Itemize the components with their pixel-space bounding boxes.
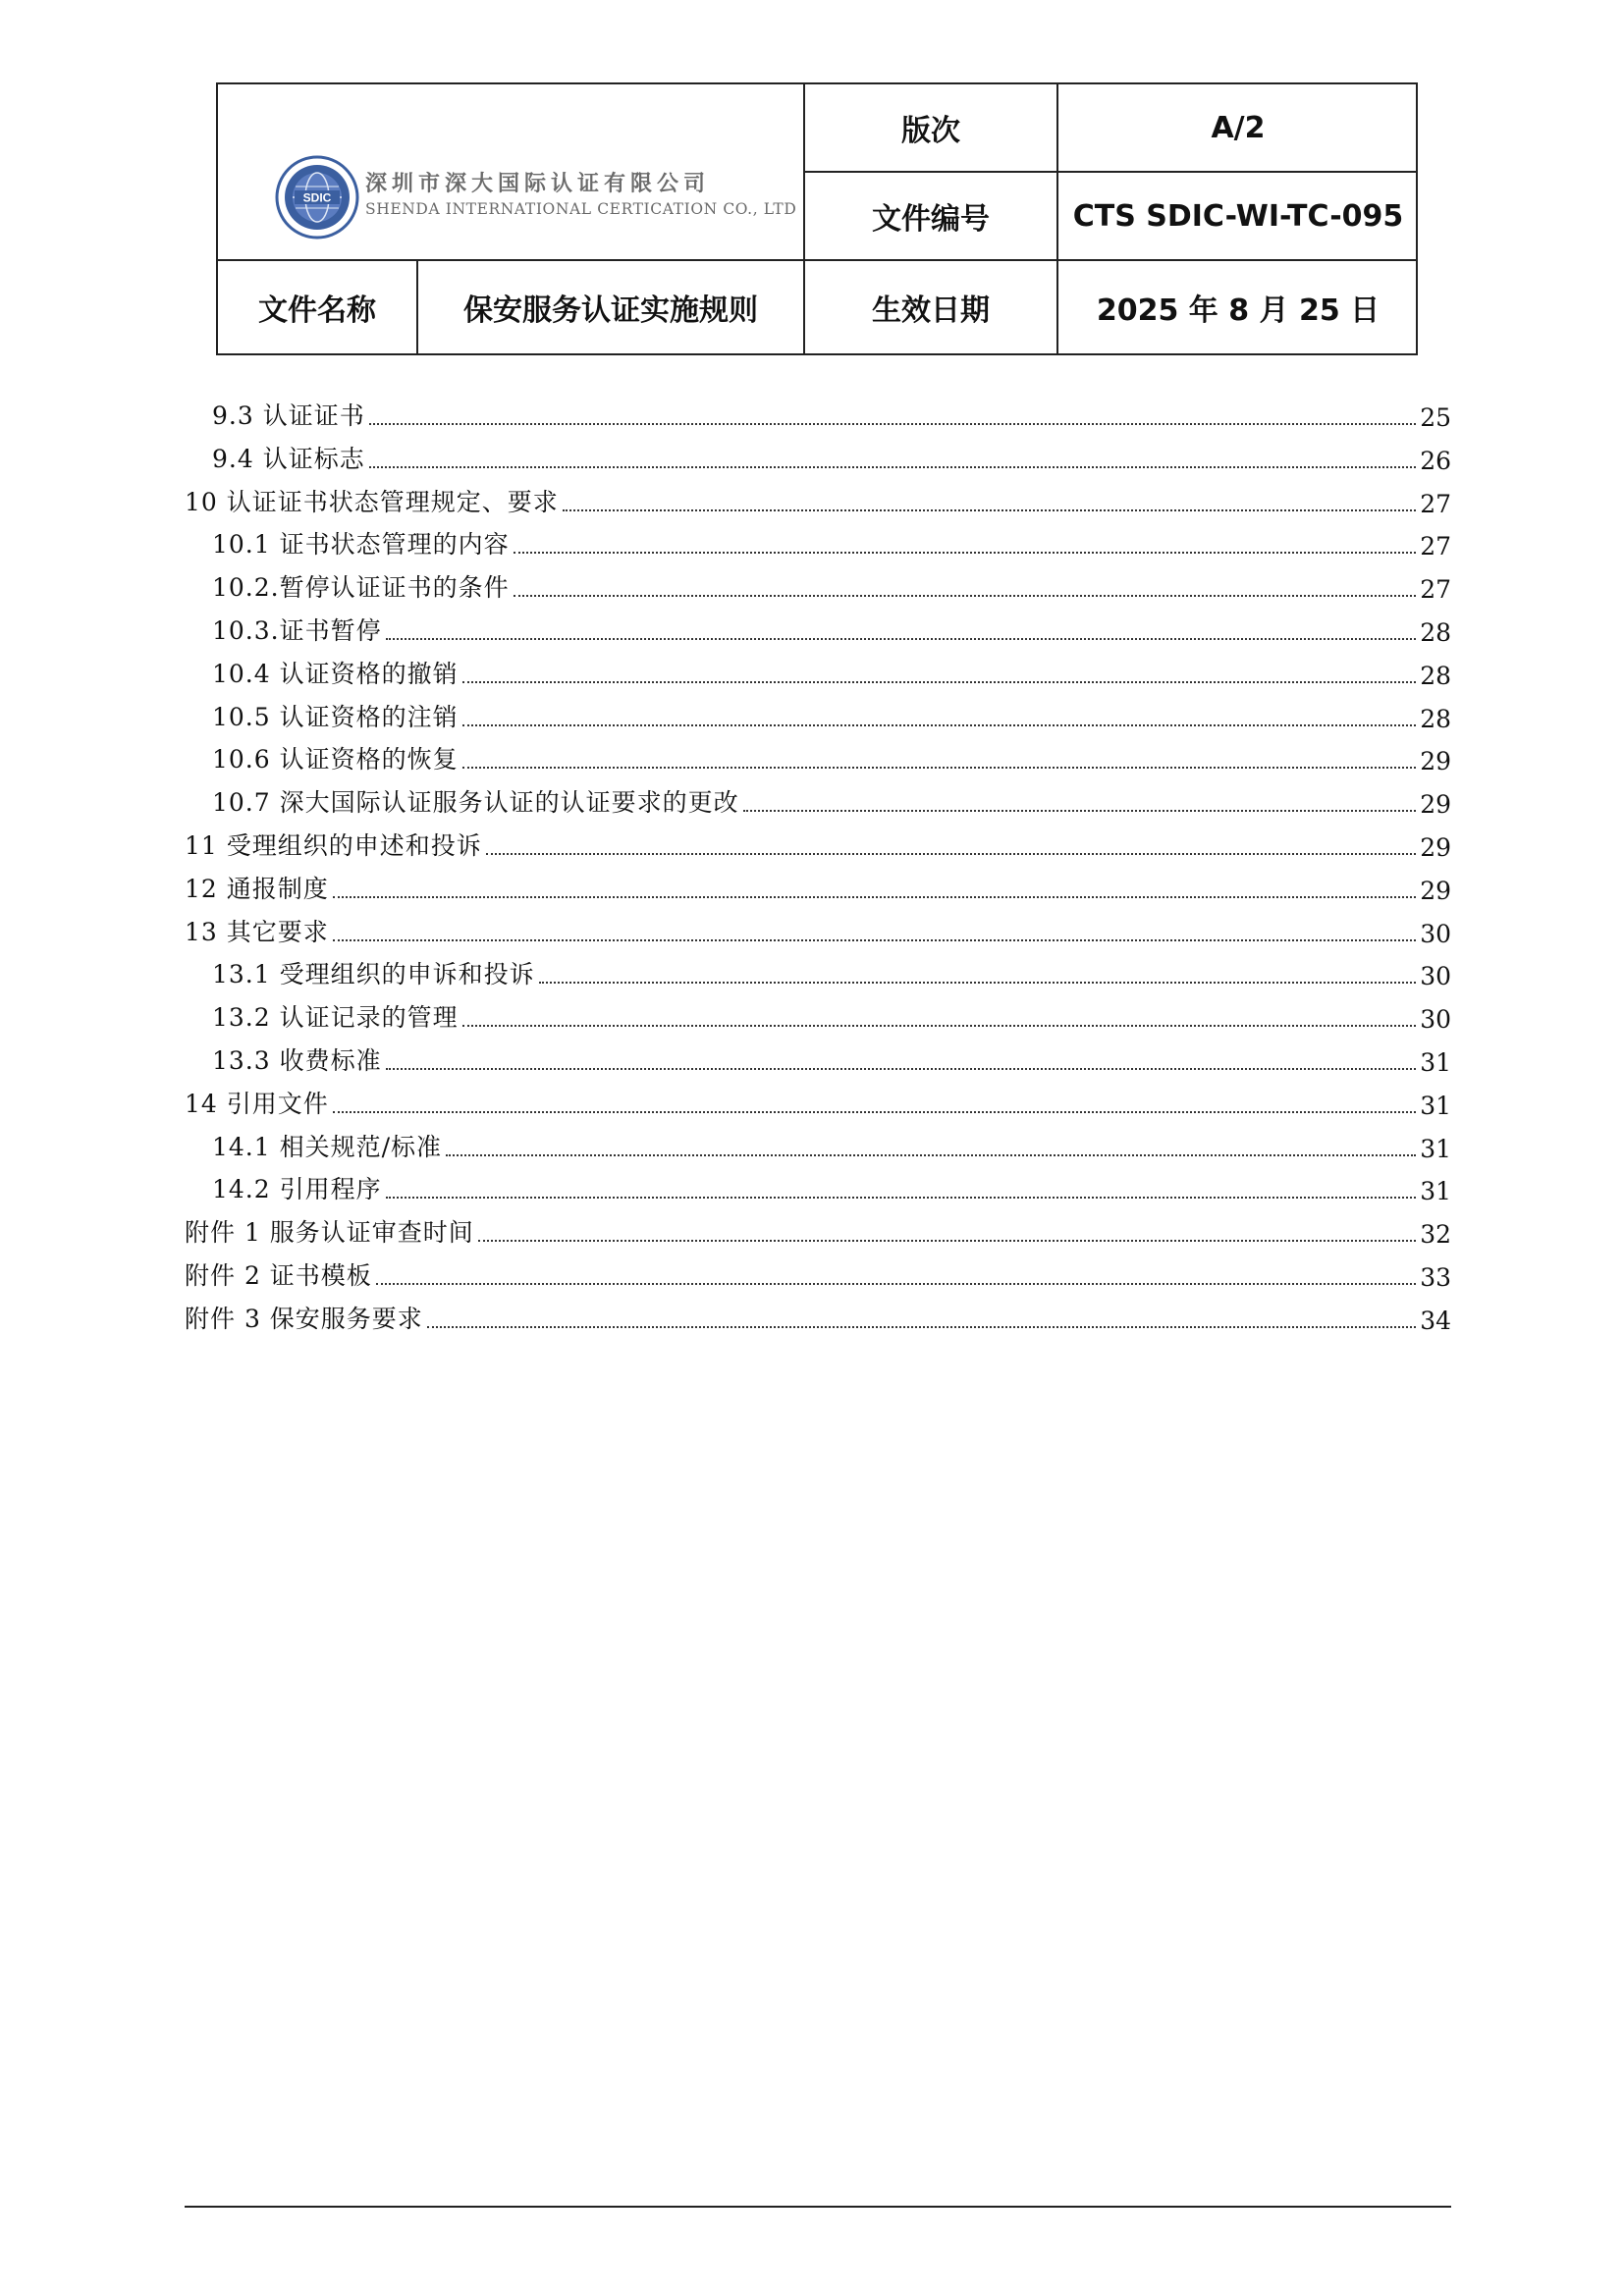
toc-entry-page: 26	[1420, 446, 1451, 475]
toc-entry[interactable]	[212, 525, 1451, 561]
doc-number-label: 文件编号	[872, 202, 990, 237]
toc-entry-page: 28	[1420, 661, 1451, 690]
toc-entry[interactable]	[212, 612, 1451, 647]
toc-entry-title: 10.2.暂停认证证书的条件	[212, 573, 510, 603]
toc-entry[interactable]	[185, 483, 1451, 518]
toc-leader-dots	[376, 1283, 1416, 1285]
toc-leader-dots	[462, 1025, 1417, 1027]
toc-entry-page: 28	[1420, 618, 1451, 647]
toc-entry-page: 29	[1420, 790, 1451, 820]
effective-date-label: 生效日期	[872, 294, 990, 328]
toc-entry-title: 14 引用文件	[185, 1089, 329, 1118]
toc-leader-dots	[333, 1111, 1416, 1113]
toc-leader-dots	[462, 724, 1417, 726]
toc-entry-page: 29	[1420, 747, 1451, 776]
toc-entry[interactable]	[185, 1085, 1451, 1120]
version-value: A/2	[1211, 110, 1266, 145]
toc-entry-title: 11 受理组织的申述和投诉	[185, 831, 482, 860]
toc-leader-dots	[743, 810, 1417, 812]
toc-entry-title: 14.2 引用程序	[212, 1175, 382, 1204]
toc-entry-title: 13.2 认证记录的管理	[212, 1003, 459, 1033]
toc-leader-dots	[514, 595, 1417, 597]
toc-entry-page: 31	[1420, 1134, 1451, 1163]
toc-entry-title: 10.4 认证资格的撤销	[212, 659, 459, 688]
toc-entry[interactable]	[185, 913, 1451, 948]
toc-leader-dots	[386, 638, 1417, 640]
effective-date-value: 2025 年 8 月 25 日	[1096, 294, 1380, 328]
toc-entry[interactable]	[212, 655, 1451, 690]
toc-entry[interactable]	[212, 998, 1451, 1034]
toc-leader-dots	[563, 509, 1416, 511]
toc-entry[interactable]	[212, 1041, 1451, 1077]
toc-entry-title: 13.3 收费标准	[212, 1046, 382, 1075]
toc-entry[interactable]	[212, 440, 1451, 475]
toc-entry[interactable]	[185, 1256, 1451, 1292]
toc-entry-page: 32	[1420, 1220, 1451, 1250]
toc-leader-dots	[446, 1154, 1416, 1156]
toc-leader-dots	[386, 1197, 1417, 1199]
toc-entry-page: 31	[1420, 1177, 1451, 1206]
toc-entry[interactable]	[212, 740, 1451, 775]
toc-leader-dots	[462, 767, 1417, 769]
toc-entry-page: 28	[1420, 704, 1451, 733]
toc-entry[interactable]	[212, 783, 1451, 819]
footer-rule	[185, 2206, 1451, 2208]
toc-leader-dots	[462, 681, 1417, 683]
toc-entry[interactable]	[212, 698, 1451, 733]
toc-leader-dots	[427, 1326, 1416, 1328]
toc-entry-page: 27	[1420, 532, 1451, 561]
company-name-en: SHENDA INTERNATIONAL CERTICATION CO., LTD	[365, 200, 797, 218]
toc-leader-dots	[539, 982, 1417, 984]
toc-entry[interactable]	[212, 1170, 1451, 1205]
toc-entry-title: 9.3 认证证书	[212, 401, 365, 430]
toc-entry-title: 10 认证证书状态管理规定、要求	[185, 487, 559, 516]
toc-entry-page: 31	[1420, 1091, 1451, 1120]
toc-entry-title: 9.4 认证标志	[212, 444, 365, 473]
toc-entry-page: 30	[1420, 962, 1451, 991]
toc-entry-page: 25	[1420, 403, 1451, 432]
company-name-cn: 深圳市深大国际认证有限公司	[365, 172, 711, 196]
doc-name-label: 文件名称	[258, 294, 376, 328]
toc-entry-title: 附件 2 证书模板	[185, 1261, 372, 1290]
toc-leader-dots	[369, 423, 1416, 425]
toc-leader-dots	[333, 896, 1416, 898]
toc-entry-title: 10.5 认证资格的注销	[212, 702, 459, 731]
doc-number-value: CTS SDIC-WI-TC-095	[1072, 198, 1404, 234]
toc-entry[interactable]	[185, 1300, 1451, 1335]
toc-entry-page: 27	[1420, 489, 1451, 518]
toc-entry-page: 33	[1420, 1263, 1451, 1292]
toc-entry-title: 10.3.证书暂停	[212, 616, 382, 645]
toc-entry-title: 10.6 认证资格的恢复	[212, 745, 459, 774]
doc-name-value: 保安服务认证实施规则	[463, 294, 758, 328]
toc-entry-page: 27	[1420, 575, 1451, 605]
toc-entry-title: 10.7 深大国际认证服务认证的认证要求的更改	[212, 788, 739, 818]
version-label: 版次	[901, 114, 960, 148]
toc-entry-title: 10.1 证书状态管理的内容	[212, 530, 510, 560]
toc-leader-dots	[486, 853, 1416, 855]
toc-leader-dots	[333, 939, 1416, 941]
toc-leader-dots	[369, 466, 1416, 468]
toc-entry-title: 13 其它要求	[185, 917, 329, 946]
toc-entry-title: 12 通报制度	[185, 874, 329, 903]
toc-leader-dots	[478, 1240, 1416, 1242]
toc-entry[interactable]	[212, 1128, 1451, 1163]
toc-entry[interactable]	[185, 870, 1451, 905]
toc-entry-page: 30	[1420, 1005, 1451, 1035]
toc-leader-dots	[514, 552, 1417, 554]
toc-entry-page: 30	[1420, 919, 1451, 948]
toc-entry-title: 附件 3 保安服务要求	[185, 1304, 423, 1333]
toc-entry[interactable]	[212, 397, 1451, 432]
toc-entry[interactable]	[185, 827, 1451, 862]
toc-entry-title: 附件 1 服务认证审查时间	[185, 1218, 474, 1248]
svg-text:SDIC: SDIC	[302, 190, 332, 205]
toc-entry[interactable]	[185, 1213, 1451, 1249]
toc-leader-dots	[386, 1068, 1417, 1070]
toc-entry-title: 13.1 受理组织的申诉和投诉	[212, 960, 535, 989]
toc-entry-page: 34	[1420, 1306, 1451, 1335]
toc-entry-page: 29	[1420, 833, 1451, 862]
toc-entry-page: 29	[1420, 876, 1451, 905]
toc-entry[interactable]	[212, 568, 1451, 604]
toc-entry-title: 14.1 相关规范/标准	[212, 1132, 443, 1161]
toc-entry-page: 31	[1420, 1048, 1451, 1077]
toc-entry[interactable]	[212, 955, 1451, 990]
